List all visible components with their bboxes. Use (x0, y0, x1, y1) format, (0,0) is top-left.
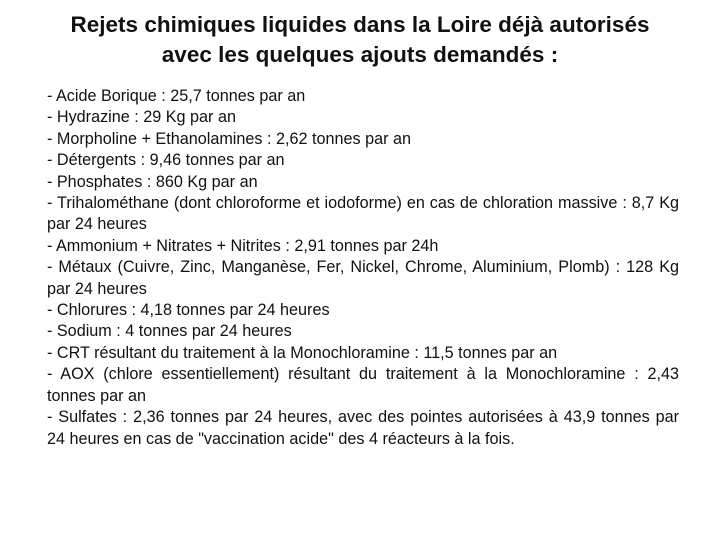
list-item-metals: - Métaux (Cuivre, Zinc, Manganèse, Fer, Nickel, Chrome, Aluminium, Plomb) : 128 Kg par 24 heures (47, 258, 679, 298)
list-item-morpholine: - Morpholine + Ethanolamines : 2,62 tonnes par an (47, 129, 411, 148)
list-item-phosphates: - Phosphates : 860 Kg par an (47, 172, 258, 191)
list-item-crt: - CRT résultant du traitement à la Monochloramine : 11,5 tonnes par an (47, 343, 558, 362)
discharge-list (47, 86, 679, 450)
slide-title-line-2: avec les quelques ajouts demandés : (161, 42, 559, 67)
list-item-boric-acid: - Acide Borique : 25,7 tonnes par an (47, 87, 306, 105)
list-item-chlorides: - Chlorures : 4,18 tonnes par 24 heures (47, 301, 330, 320)
list-item-hydrazine: - Hydrazine : 29 Kg par an (47, 108, 236, 127)
list-item-sulfates: - Sulfates : 2,36 tonnes par 24 heures, avec des pointes autorisées à 43,9 tonnes par 24 heures en cas de "vaccination acide" des 4 réacteurs à la fois. (47, 408, 679, 448)
list-item-aox: - AOX (chlore essentiellement) résultant du traitement à la Monochloramine : 2,43 tonnes par an (47, 365, 679, 405)
list-item-sodium: - Sodium : 4 tonnes par 24 heures (47, 322, 292, 341)
slide-title-line-1: Rejets chimiques liquides dans la Loire déjà autorisés (70, 12, 650, 37)
slide-title (20, 10, 700, 70)
list-item-trihalomethane: - Trihalométhane (dont chloroforme et iodoforme) en cas de chloration massive : 8,7 Kg par 24 heures (47, 194, 679, 234)
list-item-ammonium: - Ammonium + Nitrates + Nitrites : 2,91 tonnes par 24h (47, 236, 439, 255)
list-item-detergents: - Détergents : 9,46 tonnes par an (47, 151, 285, 170)
